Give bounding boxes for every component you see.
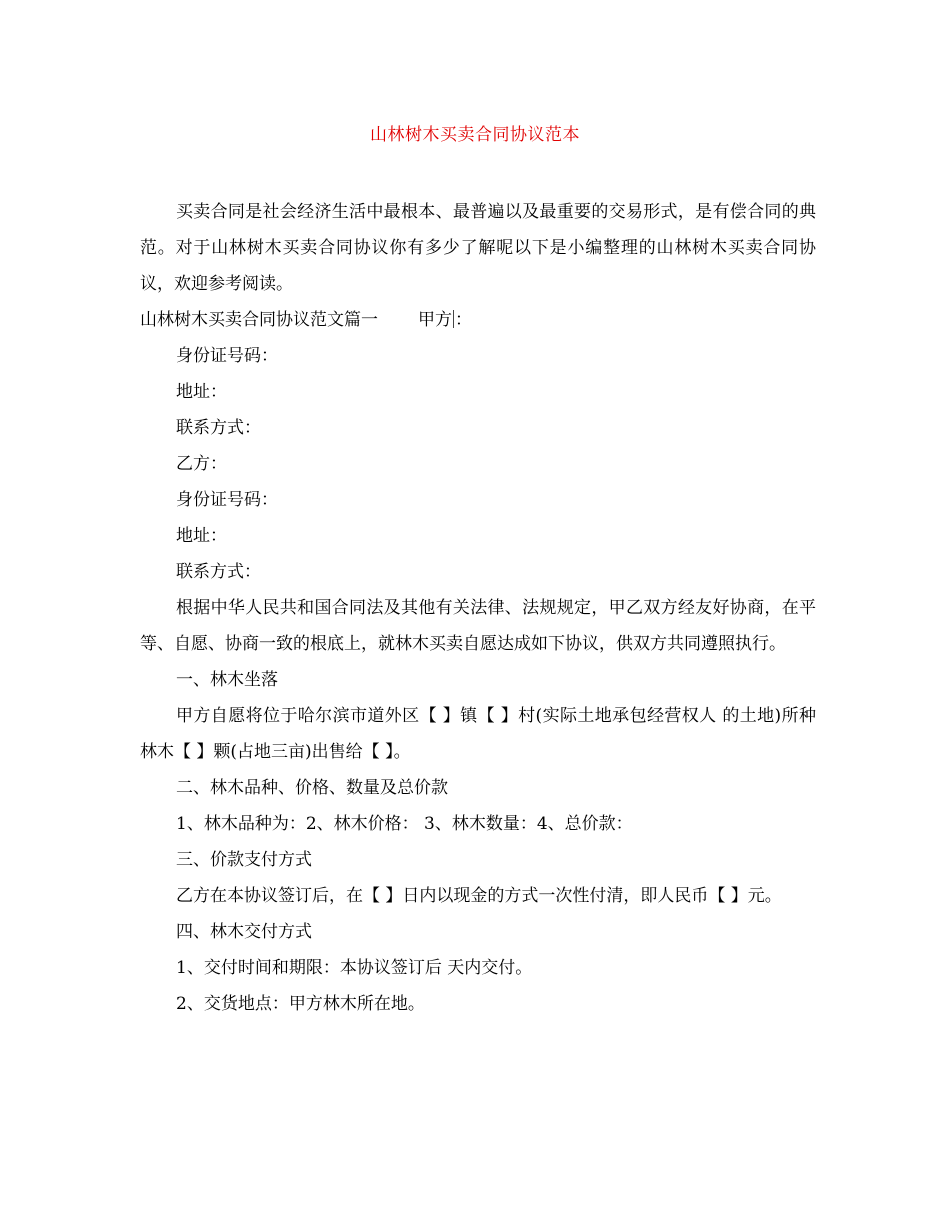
text-cursor <box>453 310 454 328</box>
section-heading-line <box>140 302 816 338</box>
clause-2-text: 1、林木品种为：2、林木价格： 3、林木数量：4、总价款： <box>176 814 633 834</box>
party-b-address-field: 地址： <box>176 526 227 546</box>
party-a-label: 甲方 <box>418 310 452 330</box>
clause-2-heading: 二、林木品种、价格、数量及总价款 <box>176 778 448 798</box>
clause-3-text: 乙方在本协议签订后，在【 】日内以现金的方式一次性付清，即人民币【 】元。 <box>176 886 782 906</box>
party-b-contact-field: 联系方式： <box>176 562 261 582</box>
section-heading: 山林树木买卖合同协议范文篇一 <box>140 310 378 330</box>
document-body <box>140 194 816 1022</box>
party-b-id-field: 身份证号码： <box>176 490 278 510</box>
clause-4-item-1: 1、交付时间和期限：本协议签订后 天内交付。 <box>176 958 533 978</box>
intro-paragraph: 买卖合同是社会经济生活中最根本、最普遍以及最重要的交易形式，是有偿合同的典范。对于山林树木买卖合同协议你有多少了解呢以下是小编整理的山林树木买卖合同协议，欢迎参考阅读。 <box>140 202 816 294</box>
party-b-label: 乙方： <box>176 454 227 474</box>
party-a-id-field: 身份证号码： <box>176 346 278 366</box>
party-a-colon: ： <box>455 310 472 330</box>
party-a-address-field: 地址： <box>176 382 227 402</box>
clause-3-heading: 三、价款支付方式 <box>176 850 312 870</box>
party-a-contact-field: 联系方式： <box>176 418 261 438</box>
preamble-paragraph: 根据中华人民共和国合同法及其他有关法律、法规规定，甲乙双方经友好协商，在平等、自愿、协商一致的根底上，就林木买卖自愿达成如下协议，供双方共同遵照执行。 <box>140 598 816 654</box>
clause-1-text: 甲方自愿将位于哈尔滨市道外区【 】镇【 】村(实际土地承包经营权人 的土地)所种林木【 】颗(占地三亩)出售给【 】。 <box>140 706 816 762</box>
document-title: 山林树木买卖合同协议范本 <box>370 125 580 145</box>
clause-4-heading: 四、林木交付方式 <box>176 922 312 942</box>
clause-4-item-2: 2、交货地点：甲方林木所在地。 <box>176 994 425 1014</box>
clause-1-heading: 一、林木坐落 <box>176 670 278 690</box>
